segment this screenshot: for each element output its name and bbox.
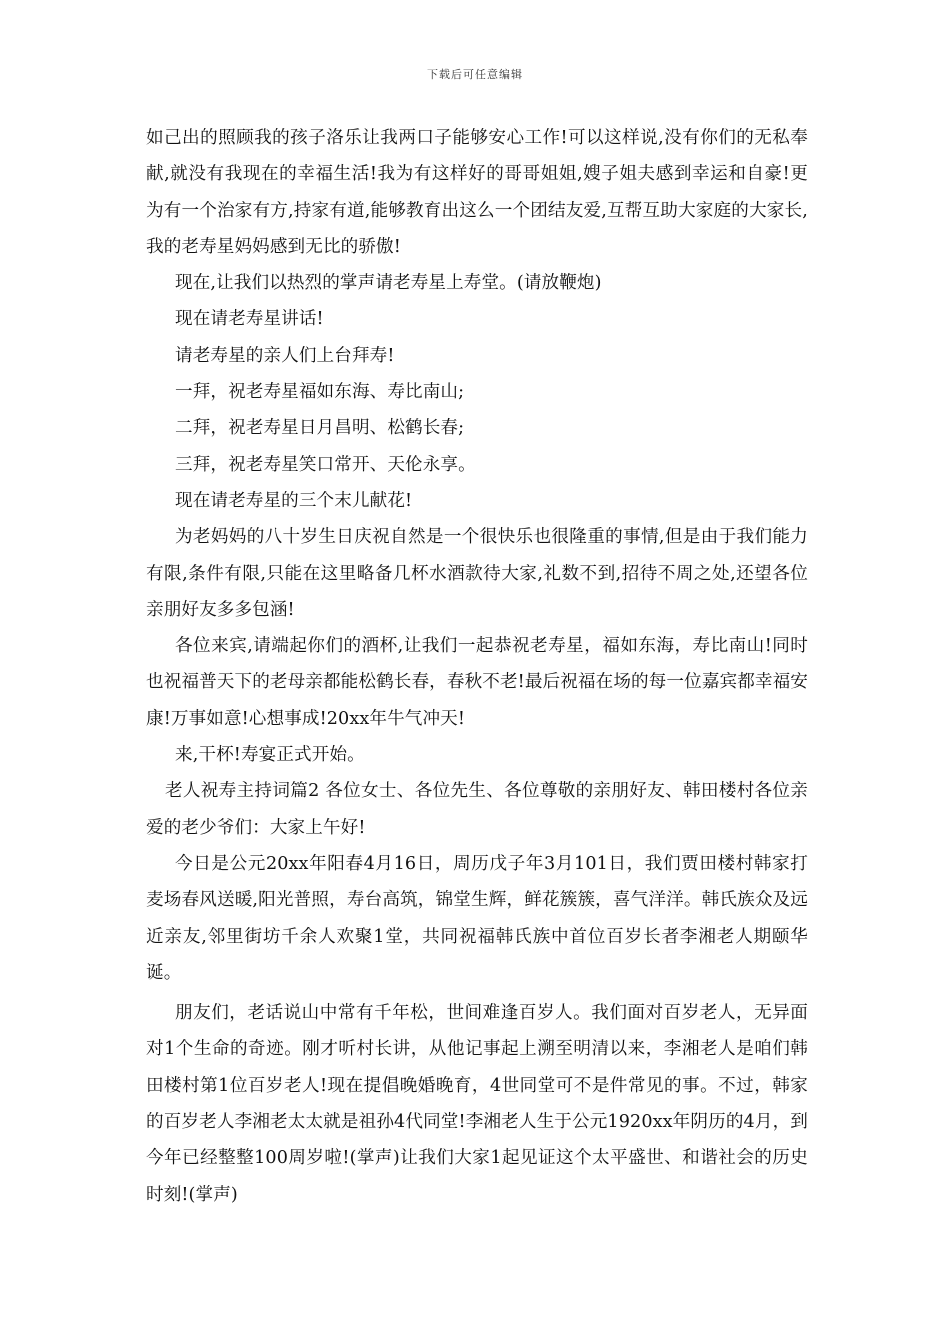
paragraph: 请老寿星的亲人们上台拜寿! [175,345,395,366]
section-heading-paragraph: 老人祝寿主持词篇2 各位女士、各位先生、各位尊敬的亲朋好友、韩田楼村各位亲爱的老少爷们：大家上午好! [146,781,808,838]
paragraph: 现在请老寿星讲话! [175,309,324,330]
paragraph: 现在请老寿星的三个末儿献花! [175,490,413,511]
paragraph: 一拜，祝老寿星福如东海、寿比南山; [175,382,465,403]
document-body [146,120,808,1213]
paragraph: 来,干杯!寿宴正式开始。 [175,745,365,766]
paragraph: 各位来宾,请端起你们的酒杯,让我们一起恭祝老寿星，福如东海，寿比南山!同时也祝福普天下的老母亲都能松鹤长春，春秋不老!最后祝福在场的每一位嘉宾都幸福安康!万事如意!心想事成!20xx年牛气冲天! [146,636,808,729]
page-header: 下载后可任意编辑 [427,68,523,81]
paragraph: 二拜，祝老寿星日月昌明、松鹤长春; [175,418,465,439]
paragraph: 朋友们，老话说山中常有千年松，世间难逢百岁人。我们面对百岁老人，无异面对1个生命的奇迹。刚才听村长讲，从他记事起上溯至明清以来，李湘老人是咱们韩田楼村第1位百岁老人!现在提倡晚婚晚育，4世同堂可不是件常见的事。不过，韩家的百岁老人李湘老太太就是祖孙4代同堂!李湘老人生于公元1920xx年阴历的4月，到今年已经整整100周岁啦!(掌声)让我们大家1起见证这个太平盛世、和谐社会的历史时刻!(掌声) [146,1003,808,1205]
paragraph: 现在,让我们以热烈的掌声请老寿星上寿堂。(请放鞭炮) [175,273,602,294]
paragraph: 今日是公元20xx年阳春4月16日，周历戊子年3月101日，我们贾田楼村韩家打麦场春风送暖,阳光普照，寿台高筑，锦堂生辉，鲜花簇簇，喜气洋洋。韩氏族众及远近亲友,邻里街坊千余人欢聚1堂，共同祝福韩氏族中首位百岁长者李湘老人期颐华诞。 [146,853,808,983]
paragraph: 如己出的照顾我的孩子洛乐让我两口子能够安心工作!可以这样说,没有你们的无私奉献,就没有我现在的幸福生活!我为有这样好的哥哥姐姐,嫂子姐夫感到幸运和自豪!更为有一个治家有方,持家有道,能够教育出这么一个团结友爱,互帮互助大家庭的大家长,我的老寿星妈妈感到无比的骄傲! [146,128,808,257]
paragraph: 为老妈妈的八十岁生日庆祝自然是一个很快乐也很隆重的事情,但是由于我们能力有限,条件有限,只能在这里略备几杯水酒款待大家,礼数不到,招待不周之处,还望各位亲朋好友多多包涵! [146,527,808,620]
paragraph: 三拜，祝老寿星笑口常开、天伦永享。 [175,454,476,475]
